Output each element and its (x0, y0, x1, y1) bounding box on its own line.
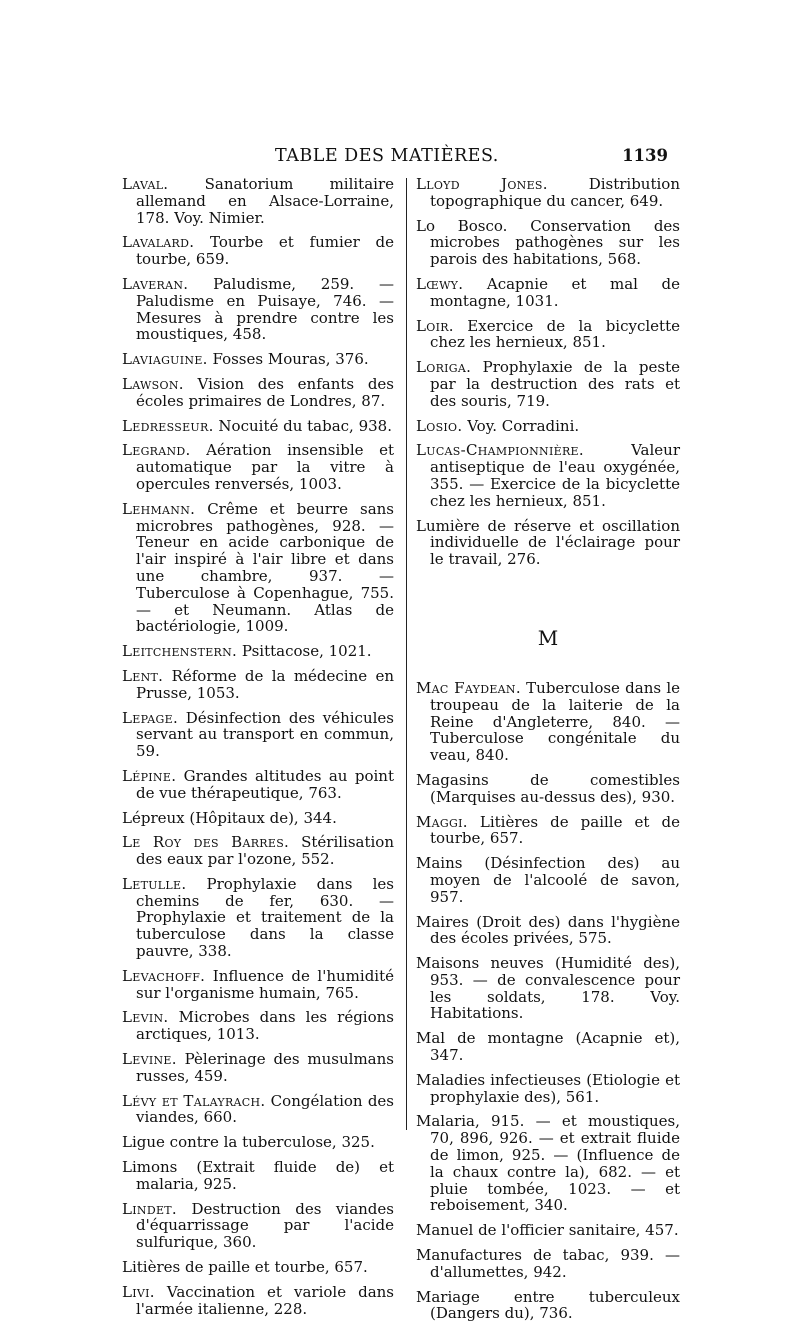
entry-author: Lavalard. (122, 233, 195, 252)
entry-author: Leitchenstern. (122, 642, 238, 661)
index-entry (416, 218, 680, 268)
entry-text: Lo Bosco. Conservation des microbes pathogènes sur les parois des habitations, 568. (416, 216, 680, 269)
index-entry (416, 176, 680, 210)
index-entry (122, 376, 394, 410)
entry-text: Vaccination et variole dans l'armée italienne, 228. (136, 1282, 394, 1318)
index-entry (416, 518, 680, 568)
entry-author: Lœwy. (416, 274, 464, 293)
index-entry (416, 1072, 680, 1106)
entry-text: Sanatorium militaire allemand en Alsace-Lorraine, 178. Voy. Nimier. (136, 175, 394, 227)
entry-author: Losio. (416, 416, 463, 435)
entry-text: Lumière de réserve et oscillation individuelle de l'éclairage pour le travail, 276. (416, 516, 680, 569)
entry-author: Lawson. (122, 374, 184, 393)
index-entry (122, 418, 394, 435)
entry-text: Grandes altitudes au point de vue thérapeutique, 763. (136, 766, 394, 802)
index-entry (416, 1289, 680, 1323)
entry-author: Lévy et Talayrach. (122, 1091, 266, 1110)
index-entry (122, 1051, 394, 1085)
index-entry (416, 276, 680, 310)
entry-text: Vision des enfants des écoles primaires de Londres, 87. (136, 374, 394, 410)
page-header (0, 146, 800, 170)
index-entry (416, 442, 680, 509)
index-entry (416, 1113, 680, 1214)
entry-text: Manufactures de tabac, 939. — d'allumettes, 942. (416, 1246, 680, 1281)
entry-text: Litières de paille et de tourbe, 657. (430, 812, 680, 848)
entry-text: Psittacose, 1021. (237, 642, 372, 661)
entry-text: Crême et beurre sans microbres pathogènes, 928. — Teneur en acide carbonique de l'air inspiré à l'air libre et dans une chambre, 937. — Tuberculose à Copenhague, 755. — et Neumann. Atlas de bactériologie, 1009. (136, 499, 394, 636)
index-entry (416, 814, 680, 848)
index-entry (122, 276, 394, 343)
index-entry (122, 1201, 394, 1251)
entry-text: Influence de l'humidité sur l'organisme humain, 765. (136, 966, 394, 1002)
index-entry (122, 234, 394, 268)
entry-text: Paludisme, 259. — Paludisme en Puisaye, 746. — Mesures à prendre contre les moustiques, 458. (136, 274, 394, 344)
entry-author: Lépine. (122, 766, 177, 785)
index-entry (416, 772, 680, 806)
entry-author: Loir. (416, 316, 454, 335)
entry-text: Maires (Droit des) dans l'hygiène des écoles privées, 575. (416, 912, 680, 948)
entry-author: Maggi. (416, 812, 468, 831)
entry-author: Lepage. (122, 708, 179, 727)
entry-text: Mal de montagne (Acapnie et), 347. (416, 1029, 680, 1065)
page-number: 1139 (622, 146, 668, 165)
index-entry (122, 176, 394, 226)
running-title: TABLE DES MATIÈRES. (275, 146, 499, 166)
entry-text: Maladies infectieuses (Etiologie et prophylaxie des), 561. (416, 1070, 680, 1106)
entry-text: Exercice de la bicyclette chez les hernieux, 851. (430, 316, 680, 352)
entry-text: Litières de paille et tourbe, 657. (122, 1258, 368, 1277)
index-entry (122, 1009, 394, 1043)
entry-author: Levin. (122, 1008, 169, 1027)
entry-author: Laviaguine. (122, 350, 208, 369)
entry-author: Le Roy des Barres. (122, 833, 290, 852)
entry-text: Malaria, 915. — et moustiques, 70, 896, 926. — et extrait fluide de limon, 925. — (Influence de la chaux contre la), 682. — et pluie tombée, 1023. — et reboisement, 340. (416, 1112, 680, 1215)
entry-text: Manuel de l'officier sanitaire, 457. (416, 1221, 679, 1240)
index-entry (416, 1030, 680, 1064)
index-entry (122, 1134, 394, 1151)
entry-author: Lent. (122, 666, 164, 685)
entry-author: Lloyd Jones. (416, 175, 548, 193)
entry-text: Mariage entre tuberculeux (Dangers du), 736. (416, 1287, 680, 1323)
entry-text: Stérilisation des eaux par l'ozone, 552. (136, 833, 394, 869)
entry-text: Ligue contre la tuberculose, 325. (122, 1133, 375, 1152)
index-entry (416, 1247, 680, 1281)
entry-text: Prophylaxie de la peste par la destruction des rats et des souris, 719. (430, 358, 680, 410)
index-entry (416, 418, 680, 435)
entry-author: Laval. (122, 175, 169, 193)
index-entry (122, 834, 394, 868)
entry-text: Acapnie et mal de montagne, 1031. (430, 274, 680, 310)
entry-author: Letulle. (122, 874, 187, 893)
index-entry (416, 955, 680, 1022)
entry-text: Congélation des viandes, 660. (136, 1091, 394, 1127)
entry-text: Microbes dans les régions arctiques, 1013. (136, 1008, 394, 1044)
index-entry (122, 442, 394, 492)
entry-text: Tuberculose dans le troupeau de la laiterie de la Reine d'Angleterre, 840. — Tuberculose congénitale du veau, 840. (430, 678, 680, 765)
entry-text: Prophylaxie dans les chemins de fer, 630. — Prophylaxie et traitement de la tuberculose dans la classe pauvre, 338. (136, 874, 394, 961)
entry-text: Réforme de la médecine en Prusse, 1053. (136, 666, 394, 702)
index-entry (416, 359, 680, 409)
index-entry (416, 914, 680, 948)
entry-text: Destruction des viandes d'équarrissage par l'acide sulfurique, 360. (136, 1199, 394, 1252)
index-entry (122, 810, 394, 827)
entry-text: Mains (Désinfection des) au moyen de l'alcoolé de savon, 957. (416, 854, 680, 906)
entry-author: Legrand. (122, 441, 191, 460)
index-entry (122, 710, 394, 760)
entry-text: Lépreux (Hôpitaux de), 344. (122, 808, 337, 827)
index-entry (416, 1222, 680, 1239)
column-divider (406, 178, 407, 1130)
entry-text: Fosses Mouras, 376. (207, 350, 369, 369)
entry-author: Loriga. (416, 358, 472, 377)
entry-author: Ledresseur. (122, 416, 214, 435)
index-entry (416, 855, 680, 905)
entry-text: Tourbe et fumier de tourbe, 659. (136, 233, 394, 269)
right-column (416, 176, 680, 1330)
section-letter: M (537, 625, 559, 650)
entry-author: Levachoff. (122, 966, 206, 985)
entry-text: Limons (Extrait fluide de) et malaria, 925. (122, 1158, 394, 1193)
index-entry (122, 1259, 394, 1276)
index-entry (122, 768, 394, 802)
index-entry (122, 1284, 394, 1318)
index-entry (122, 643, 394, 660)
entry-text: Nocuité du tabac, 938. (213, 416, 392, 435)
entry-author: Levine. (122, 1050, 177, 1069)
entry-text: Distribution topographique du cancer, 649. (430, 175, 680, 210)
index-entry (122, 1093, 394, 1127)
entry-author: Lindet. (122, 1199, 177, 1218)
entry-text: Pèlerinage des musulmans russes, 459. (136, 1050, 394, 1085)
entry-author: Livi. (122, 1282, 155, 1301)
entry-text: Valeur antiseptique de l'eau oxygénée, 355. — Exercice de la bicyclette chez les hernieux, 851. (430, 441, 680, 510)
index-entry (122, 1159, 394, 1193)
index-entry (122, 351, 394, 368)
left-column (122, 176, 394, 1325)
entry-author: Lucas-Championnière. (416, 441, 584, 460)
index-entry (122, 668, 394, 702)
index-entry (416, 318, 680, 352)
entry-text: Maisons neuves (Humidité des), 953. — de convalescence pour les soldats, 178. Voy. Habitations. (416, 954, 680, 1023)
entry-text: Voy. Corradini. (462, 416, 580, 435)
index-entry (122, 968, 394, 1002)
entry-author: Laveran. (122, 274, 189, 293)
entry-text: Aération insensible et automatique par la vitre à opercules renversés, 1003. (136, 441, 394, 493)
index-entry (122, 501, 394, 635)
entry-text: Magasins de comestibles (Marquises au-dessus des), 930. (416, 770, 680, 806)
entry-author: Mac Faydean. (416, 678, 521, 697)
entry-author: Lehmann. (122, 499, 196, 518)
entry-text: Désinfection des véhicules servant au transport en commun, 59. (136, 708, 394, 761)
index-entry (122, 876, 394, 960)
index-entry (416, 680, 680, 764)
